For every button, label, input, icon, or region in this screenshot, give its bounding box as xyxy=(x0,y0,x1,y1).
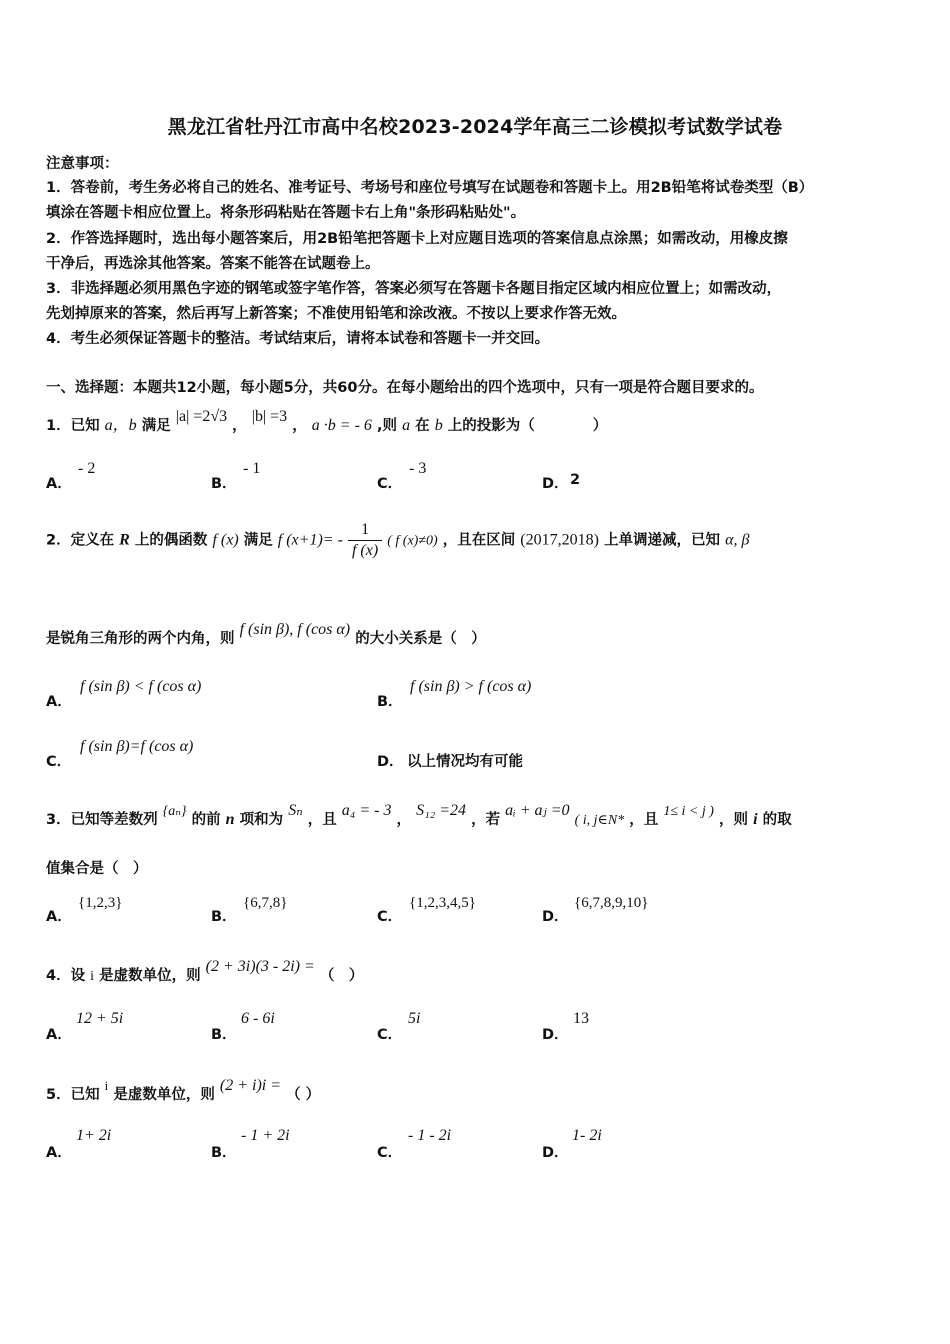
q3-option-c-value: {1,2,3,4,5} xyxy=(409,895,476,911)
q1-option-a-value: - 2 xyxy=(78,460,96,477)
notice-line-5: 3．非选择题必须用黑色字迹的钢笔或签字笔作答，答案必须写在答题卡各题目指定区域内相应位置上；如需改动， xyxy=(46,281,782,297)
q4-option-a-value: 12 + 5i xyxy=(76,1010,124,1027)
notice-line-6: 先划掉原来的答案，然后再写上新答案；不准使用铅笔和涂改液。不按以上要求作答无效。 xyxy=(46,306,626,322)
q4-option-d-label: D． xyxy=(542,1027,569,1043)
q4-option-a-label: A． xyxy=(46,1027,72,1043)
q1-option-c-value: - 3 xyxy=(409,460,427,477)
q2-fraction: $\frac{1}{f (x)}$ xyxy=(348,520,382,561)
q5-option-b-value: - 1 + 2i xyxy=(241,1127,290,1144)
notice-line-7: 4．考生必须保证答题卡的整洁。考试结束后，请将本试卷和答题卡一并交回。 xyxy=(46,331,550,347)
q2-option-b-label: B． xyxy=(377,694,403,710)
q2-option-c-value: f (sin β)=f (cos α) xyxy=(80,738,194,755)
question-3-line-1: 3．已知等差数列 {aₙ} 的前 n 项和为 Sₙ ，且 a₄ = - 3 ， S₁₂ =24 ，若 aᵢ + aⱼ =0 ( i, j∈N* ，且 1≤ i < j ) ，则 i 的取 xyxy=(46,802,792,828)
q5-option-c-label: C． xyxy=(377,1145,403,1161)
q4-option-c-value: 5i xyxy=(408,1010,421,1027)
q5-option-c-value: - 1 - 2i xyxy=(408,1127,452,1144)
question-1: 1．已知 a，b 满足 |a| =2√3 ， |b| =3 ， a ·b = - 6 ,则 a 在 b 上的投影为（ ） xyxy=(46,408,608,434)
q4-option-c-label: C． xyxy=(377,1027,403,1043)
q2-option-d-label: D． xyxy=(377,754,404,770)
q2-option-a-value: f (sin β) < f (cos α) xyxy=(80,678,202,695)
q3-option-b-label: B． xyxy=(211,909,237,925)
question-5: 5．已知 i 是虚数单位，则 (2 + i)i = （ ） xyxy=(46,1077,321,1103)
q3-option-b-value: {6,7,8} xyxy=(243,895,288,911)
q1-option-d-value: 2 xyxy=(570,472,581,488)
q3-option-c-label: C． xyxy=(377,909,403,925)
q3-option-a-label: A． xyxy=(46,909,72,925)
q2-option-d-value: 以上情况均有可能 xyxy=(407,754,523,770)
q4-option-b-label: B． xyxy=(211,1027,237,1043)
q1-option-c-label: C． xyxy=(377,476,403,492)
q3-option-d-label: D． xyxy=(542,909,569,925)
notice-heading: 注意事项： xyxy=(46,156,119,172)
notice-line-3: 2．作答选择题时，选出每小题答案后，用2B铅笔把答题卡上对应题目选项的答案信息点涂黑；如需改动，用橡皮擦 xyxy=(46,231,788,247)
exam-title: 黑龙江省牡丹江市高中名校2023-2024学年高三二诊模拟考试数学试卷 xyxy=(167,116,783,138)
q3-option-d-value: {6,7,8,9,10} xyxy=(574,895,649,911)
notice-line-1: 1．答卷前，考生务必将自己的姓名、准考证号、考场号和座位号填写在试题卷和答题卡上。用2B铅笔将试卷类型（B） xyxy=(46,180,814,196)
q1-option-b-label: B． xyxy=(211,476,237,492)
q5-option-d-label: D． xyxy=(542,1145,569,1161)
q5-option-a-value: 1+ 2i xyxy=(76,1127,112,1144)
question-2-line-1: 2．定义在 R 上的偶函数 f (x) 满足 f (x+1)= - $\frac{1}{f (x)}$ ( f (x)≠0) ，且在区间 (2017,2018) 上单调递减，已知 α, β xyxy=(46,521,750,559)
q1-option-d-label: D． xyxy=(542,476,569,492)
q2-option-c-label: C． xyxy=(46,754,72,770)
notice-line-2: 填涂在答题卡相应位置上。将条形码粘贴在答题卡右上角"条形码粘贴处"。 xyxy=(46,205,526,221)
q2-option-b-value: f (sin β) > f (cos α) xyxy=(410,678,532,695)
q4-option-b-value: 6 - 6i xyxy=(241,1010,275,1027)
q5-option-b-label: B． xyxy=(211,1145,237,1161)
q4-option-d-value: 13 xyxy=(573,1010,589,1027)
question-4: 4．设 i 是虚数单位，则 (2 + 3i)(3 - 2i) = （ ） xyxy=(46,958,364,984)
q1-option-a-label: A． xyxy=(46,476,72,492)
notice-line-4: 干净后，再选涂其他答案。答案不能答在试题卷上。 xyxy=(46,256,380,272)
q5-option-d-value: 1- 2i xyxy=(572,1127,602,1144)
q3-option-a-value: {1,2,3} xyxy=(78,895,123,911)
section-heading: 一、选择题：本题共12小题，每小题5分，共60分。在每小题给出的四个选项中，只有一项是符合题目要求的。 xyxy=(46,380,764,396)
question-3-line-2: 值集合是（ ） xyxy=(46,861,148,877)
q5-option-a-label: A． xyxy=(46,1145,72,1161)
q1-option-b-value: - 1 xyxy=(243,460,261,477)
question-2-line-2: 是锐角三角形的两个内角，则 f (sin β), f (cos α) 的大小关系是（ ） xyxy=(46,621,486,647)
q2-option-a-label: A． xyxy=(46,694,72,710)
